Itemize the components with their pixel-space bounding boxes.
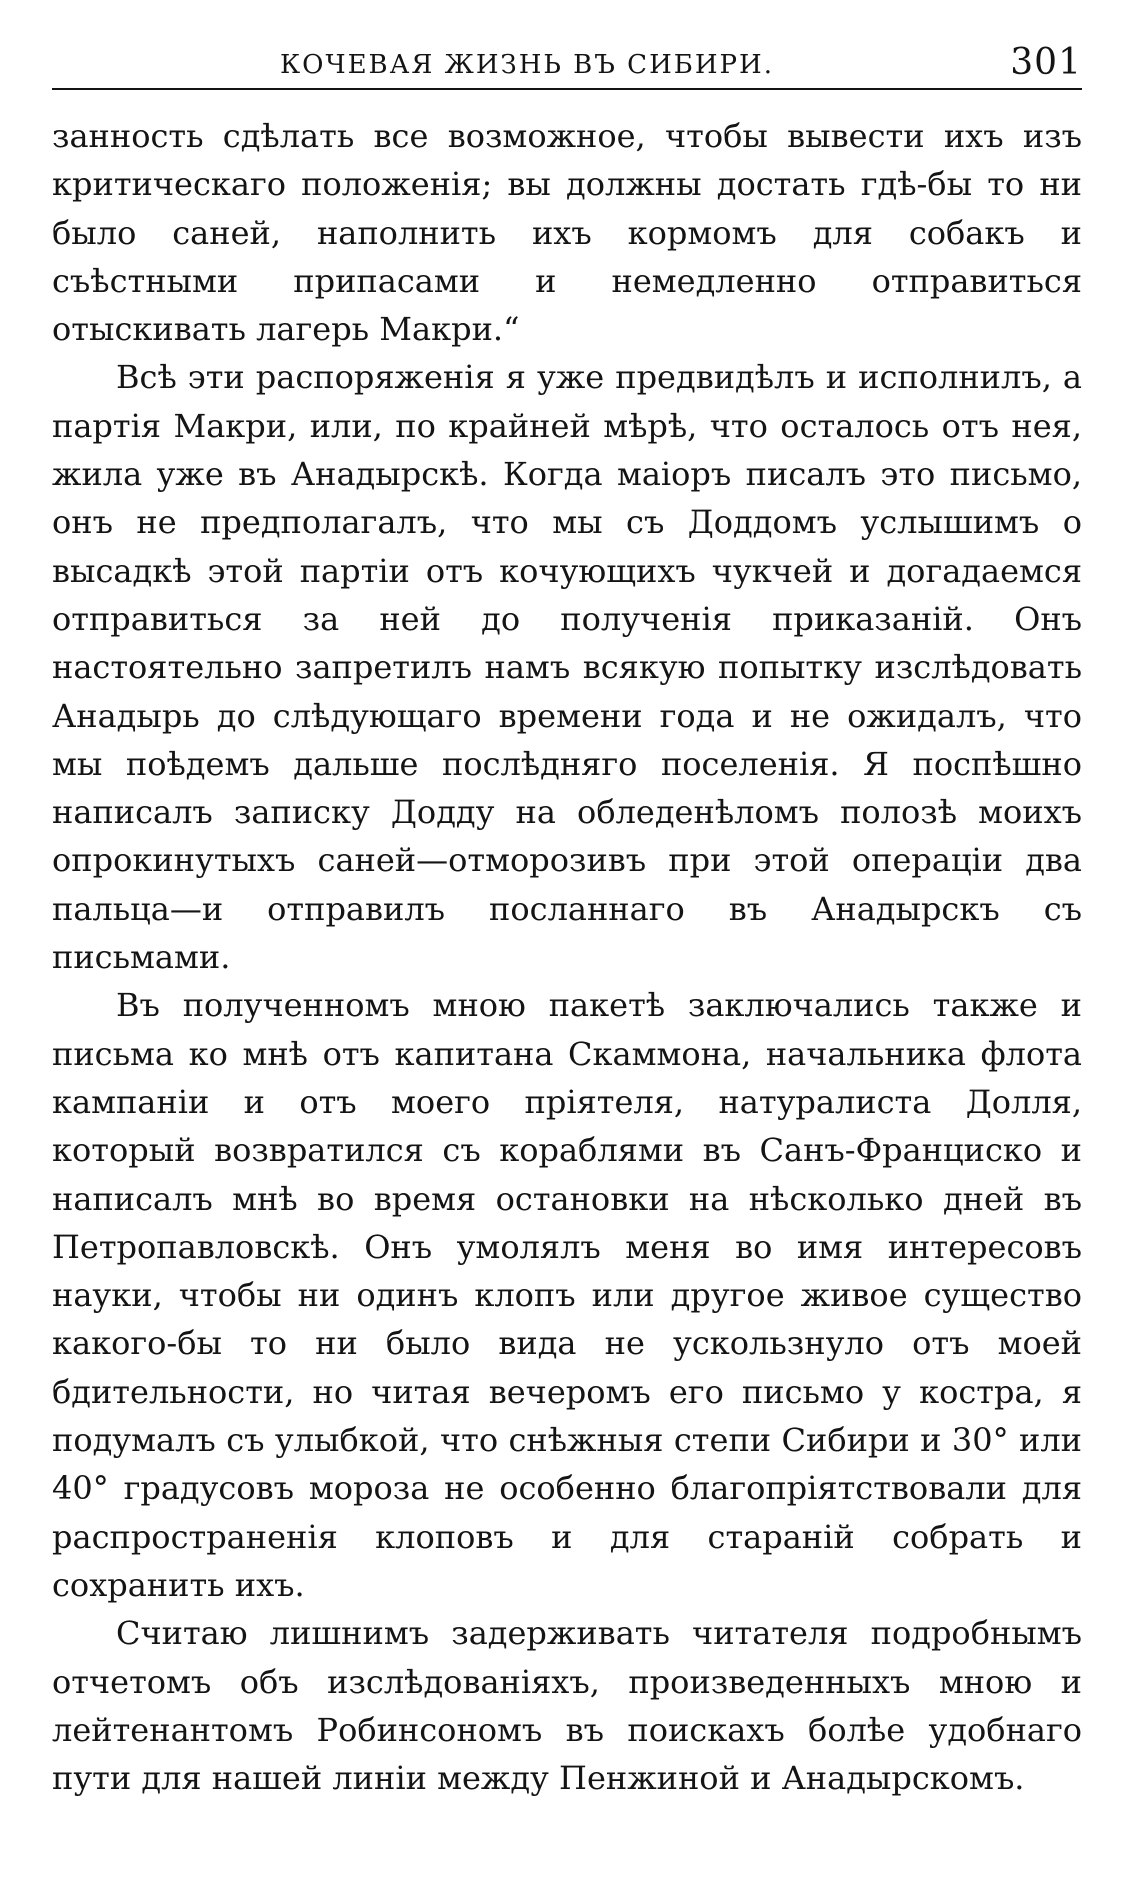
paragraph-continuation: занность сдѣлать все возможное, чтобы вывести ихъ изъ критическаго положенія; вы должны достать гдѣ-бы то ни было саней, наполнить ихъ кормомъ для собакъ и съѣстными припасами и немедленно отправиться отыскивать лагерь Макри.“ [52,117,1082,349]
body-text [52,112,1082,1802]
paragraph: Въ полученномъ мною пакетѣ заключались также и письма ко мнѣ отъ капитана Скаммона, начальника флота кампаніи и отъ моего пріятеля, натуралиста Долля, который возвратился съ кораблями въ Санъ-Франциско и написалъ мнѣ во время остановки на нѣсколько дней въ Петропавловскѣ. Онъ умолялъ меня во имя интересовъ науки, чтобы ни одинъ клопъ или другое живое существо какого-бы то ни было вида не ускользнуло отъ моей бдительности, но читая вечеромъ его письмо у костра, я подумалъ съ улыбкой, что снѣжныя степи Сибири и 30° или 40° градусовъ мороза не особенно благопріятствовали для распространенія клоповъ и для стараній собрать и сохранить ихъ. [52,986,1082,1604]
header-rule [52,88,1082,90]
running-title: КОЧЕВАЯ ЖИЗНЬ ВЪ СИБИРИ. [280,50,774,80]
paragraph: Считаю лишнимъ задерживать читателя подробнымъ отчетомъ объ изслѣдованіяхъ, произведенныхъ мною и лейтенантомъ Робинсономъ въ поискахъ болѣе удобнаго пути для нашей линіи между Пенжиной и Анадырскомъ. [52,1614,1082,1798]
book-page [52,40,1082,1802]
running-head [52,40,1082,94]
paragraph: Всѣ эти распоряженія я уже предвидѣлъ и исполнилъ, а партія Макри, или, по крайней мѣрѣ, что осталось отъ нея, жила уже въ Анадырскѣ. Когда маіоръ писалъ это письмо, онъ не предполагалъ, что мы съ Доддомъ услышимъ о высадкѣ этой партіи отъ кочующихъ чукчей и догадаемся отправиться за ней до полученія приказаній. Онъ настоятельно запретилъ намъ всякую попытку изслѣдовать Анадырь до слѣдующаго времени года и не ожидалъ, что мы поѣдемъ дальше послѣдняго поселенія. Я поспѣшно написалъ записку Додду на обледенѣломъ полозѣ моихъ опрокинутыхъ саней—отморозивъ при этой операціи два пальца—и отправилъ посланнаго въ Анадырскъ съ письмами. [52,358,1082,977]
page-number: 301 [1010,42,1082,83]
